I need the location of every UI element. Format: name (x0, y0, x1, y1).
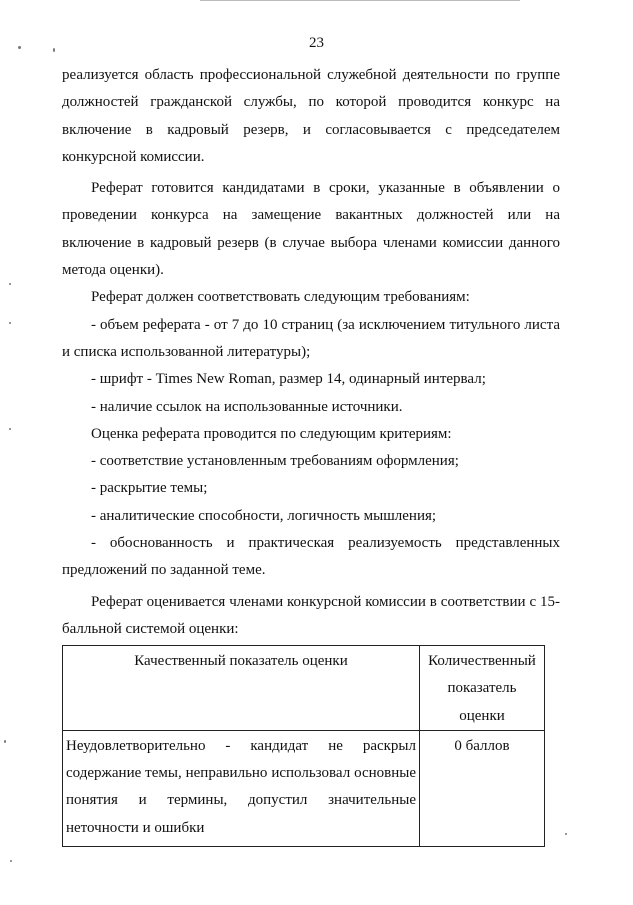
header-quantitative: Количественный показатель оценки (420, 646, 545, 731)
paragraph: Реферат оценивается членами конкурсной комиссии в соответствии с 15-балльной системой оценки: (62, 593, 560, 637)
scan-speck (10, 860, 12, 862)
scan-speck (9, 322, 11, 324)
list-item: - шрифт - Times New Roman, размер 14, одинарный интервал; (91, 371, 486, 388)
body-text (62, 62, 560, 643)
score-table (62, 645, 545, 847)
paragraph: реализуется область профессиональной служебной деятельности по группе должностей гражданской службы, по которой проводится конкурс на включение в кадровый резерв, и согласовывается с председателем конкурсной комиссии. (62, 67, 560, 165)
header-qualitative: Качественный показатель оценки (63, 646, 420, 731)
scan-speck (4, 740, 6, 743)
paragraph: Реферат должен соответствовать следующим требованиям: (91, 289, 470, 306)
scan-speck (565, 833, 567, 835)
paragraph: Реферат готовится кандидатами в сроки, указанные в объявлении о проведении конкурса на замещение вакантных должностей или на включение в кадровый резерв (в случае выбора членами комиссии данного метода оценки). (62, 180, 560, 279)
cell-qualitative: Неудовлетворительно - кандидат не раскрыл содержание темы, неправильно использовал основные понятия и термины, допустил значительные неточности и ошибки (63, 730, 420, 846)
table-header-row (63, 646, 545, 731)
score-table-container (62, 645, 545, 847)
list-item: - соответствие установленным требованиям оформления; (91, 453, 459, 470)
list-item: - аналитические способности, логичность мышления; (91, 507, 437, 524)
table-row (63, 730, 545, 846)
list-item: - раскрытие темы; (91, 480, 208, 497)
scan-edge-line (200, 0, 520, 1)
page-number: 23 (309, 35, 324, 51)
paragraph: Оценка реферата проводится по следующим критериям: (91, 425, 452, 442)
scan-speck (18, 46, 21, 49)
cell-quantitative: 0 баллов (420, 730, 545, 846)
list-item: - объем реферата - от 7 до 10 страниц (за исключением титульного листа и списка использованной литературы); (62, 316, 560, 360)
scan-speck (9, 283, 11, 285)
list-item: - обоснованность и практическая реализуемость представленных предложений по заданной теме. (62, 535, 560, 579)
list-item: - наличие ссылок на использованные источники. (91, 398, 403, 415)
scan-speck (9, 428, 11, 430)
scan-speck (53, 48, 55, 52)
